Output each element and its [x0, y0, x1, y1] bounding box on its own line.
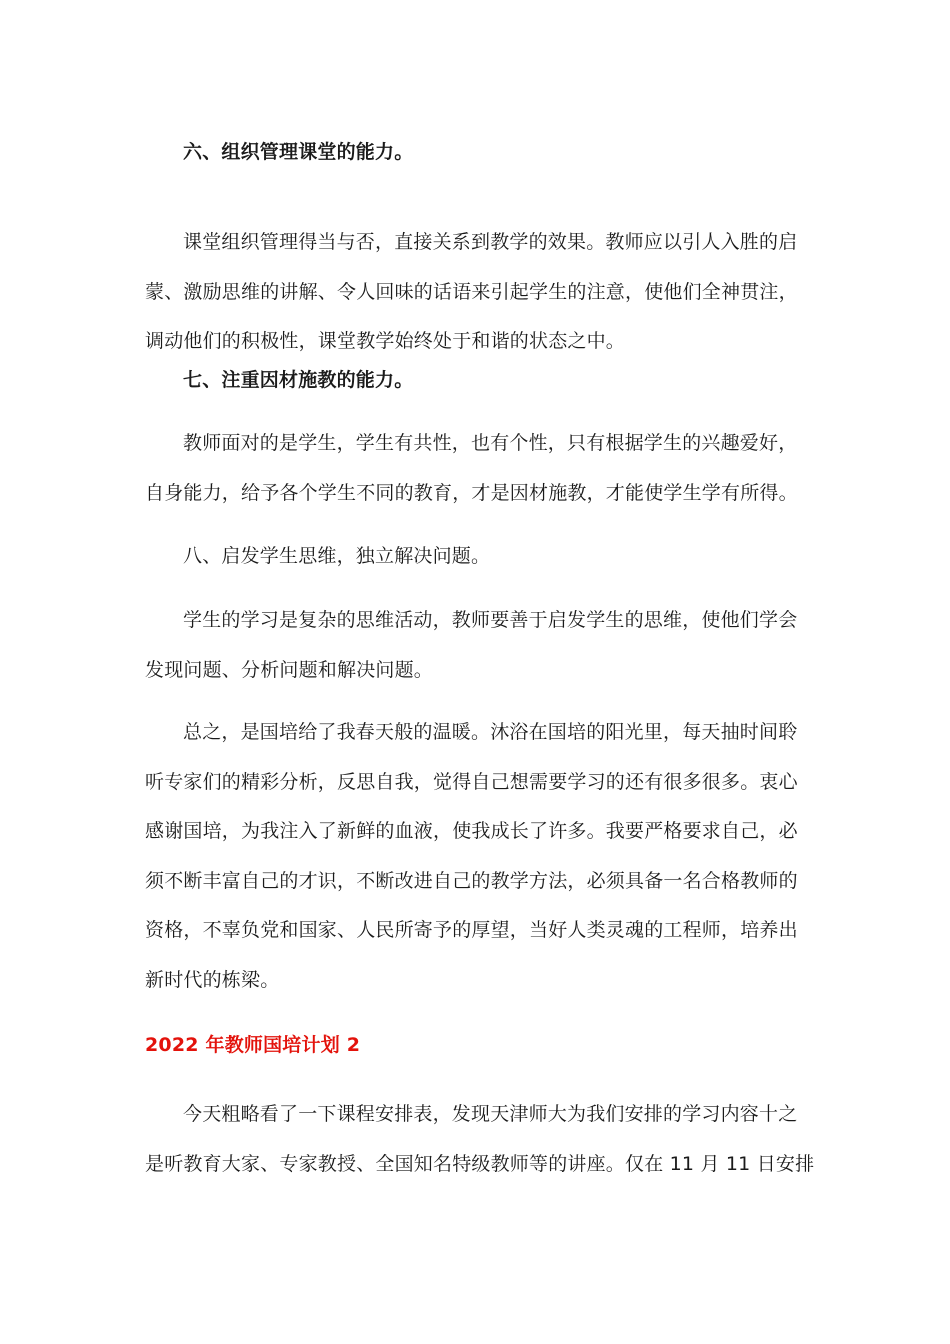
section-six: [145, 128, 805, 178]
paragraph-line: 学生的学习是复杂的思维活动，教师要善于启发学生的思维，使他们学会: [183, 609, 798, 631]
paragraph-line: 教师面对的是学生，学生有共性，也有个性，只有根据学生的兴趣爱好，: [183, 432, 798, 454]
paragraph-line: 自身能力，给予各个学生不同的教育，才是因材施教，才能使学生学有所得。: [145, 481, 798, 504]
section-heading: 六、组织管理课堂的能力。: [183, 141, 414, 163]
paragraph-line: 资格，不辜负党和国家、人民所寄予的厚望，当好人类灵魂的工程师，培养出: [145, 919, 798, 941]
section-six-paragraph: [145, 218, 805, 367]
paragraph-line: 课堂组织管理得当与否，直接关系到教学的效果。教师应以引人入胜的启: [183, 231, 798, 253]
paragraph-line: 新时代的栋梁。: [145, 968, 280, 991]
article-two-paragraph: [145, 1090, 815, 1189]
paragraph-line: 发现问题、分析问题和解决问题。: [145, 658, 434, 681]
paragraph-line: 蒙、激励思维的讲解、令人回味的话语来引起学生的注意，使他们全神贯注，: [145, 280, 798, 303]
paragraph-line: 总之，是国培给了我春天般的温暖。沐浴在国培的阳光里，每天抽时间聆: [183, 721, 798, 743]
section-heading: 八、启发学生思维，独立解决问题。: [183, 545, 491, 567]
article-two-header: [145, 1021, 805, 1071]
section-seven: [145, 356, 805, 406]
section-eight: [145, 532, 805, 582]
paragraph-line: 今天粗略看了一下课程安排表，发现天津师大为我们安排的学习内容十之: [183, 1103, 798, 1125]
paragraph-line: 感谢国培，为我注入了新鲜的血液，使我成长了许多。我要严格要求自己，必: [145, 820, 798, 842]
section-seven-paragraph: [145, 419, 805, 518]
paragraph-line: 调动他们的积极性，课堂教学始终处于和谐的状态之中。: [145, 330, 626, 352]
conclusion-paragraph: [145, 708, 805, 1005]
section-heading: 七、注重因材施教的能力。: [183, 369, 414, 391]
section-eight-paragraph: [145, 596, 805, 695]
paragraph-line: 须不断丰富自己的才识，不断改进自己的教学方法，必须具备一名合格教师的: [145, 869, 798, 892]
paragraph-line: 听专家们的精彩分析，反思自我，觉得自己想需要学习的还有很多很多。衷心: [145, 770, 798, 793]
article-title: 2022 年教师国培计划 2: [145, 1034, 361, 1056]
paragraph-line: 是听教育大家、专家教授、全国知名特级教师等的讲座。仅在 11 月 11 日安排: [145, 1152, 815, 1175]
